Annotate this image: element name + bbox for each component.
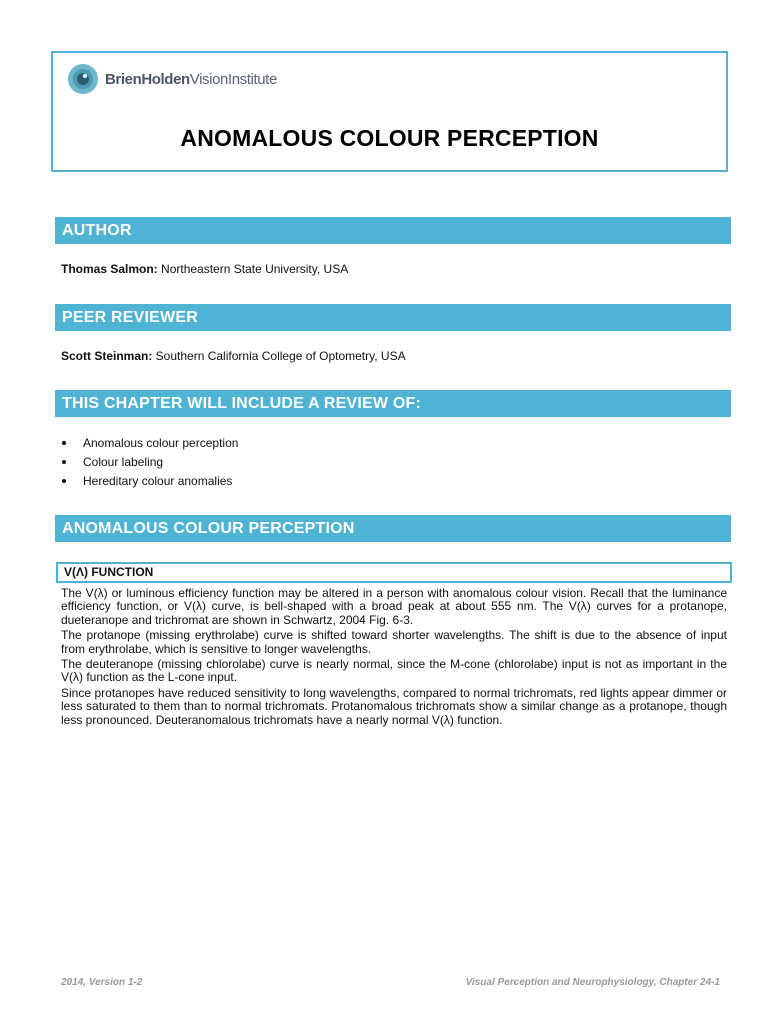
reviewer-affiliation: Southern California College of Optometry, USA: [152, 349, 406, 363]
section-heading: ANOMALOUS COLOUR PERCEPTION: [55, 515, 731, 542]
review-list: [61, 436, 238, 493]
paragraph: Since protanopes have reduced sensitivity to long wavelengths, compared to normal trichromats, red lights appear dimmer or less saturated to them than to normal trichromats. Protanomalous trichromats show a similar change as a protanope, though less pronounced. Deuteranomalous trichromats have a nearly normal V(λ) function.: [61, 685, 727, 727]
reviewer-name: Scott Steinman:: [61, 349, 153, 363]
author-heading: AUTHOR: [55, 217, 731, 244]
footer-version: 2014, Version 1-2: [61, 977, 143, 988]
reviewer-line: [61, 349, 406, 363]
logo-wordmark: BrienHoldenVisionInstitute: [105, 70, 277, 88]
author-affiliation: Northeastern State University, USA: [157, 262, 349, 276]
paragraph: The protanope (missing erythrolabe) curve is shifted toward shorter wavelengths. The shift is due to the absence of input from erythrolabe, which is sensitive to longer wavelengths.: [61, 628, 727, 656]
paragraph: The V(λ) or luminous efficiency function may be altered in a person with anomalous colour vision. Recall that the luminance efficiency function, or V(λ) curve, is bell-shaped with a broad peak at about 555 nm. The V(λ) curves for a protanope, dueteranope and trichromat are shown in Schwartz, 2004 Fig. 6-3.: [61, 586, 727, 627]
paragraph: The deuteranope (missing chlorolabe) curve is nearly normal, since the M-cone (chlorolabe) input is not as important in the V(λ) function as the L-cone input.: [61, 657, 727, 685]
list-item: Colour labeling: [61, 455, 238, 474]
list-item: Anomalous colour perception: [61, 436, 238, 455]
document-header: [51, 51, 728, 172]
peer-reviewer-heading: PEER REVIEWER: [55, 304, 731, 331]
review-heading: THIS CHAPTER WILL INCLUDE A REVIEW OF:: [55, 390, 731, 417]
eye-logo-icon: [67, 63, 99, 95]
author-name: Thomas Salmon:: [61, 262, 158, 276]
list-item: Hereditary colour anomalies: [61, 474, 238, 493]
footer-chapter: Visual Perception and Neurophysiology, Chapter 24-1: [465, 977, 720, 988]
section-body: [61, 587, 727, 729]
author-line: [61, 262, 348, 276]
subsection-heading: V(Λ) FUNCTION: [56, 562, 732, 583]
page-title: ANOMALOUS COLOUR PERCEPTION: [180, 125, 599, 151]
institute-logo: [67, 63, 277, 95]
